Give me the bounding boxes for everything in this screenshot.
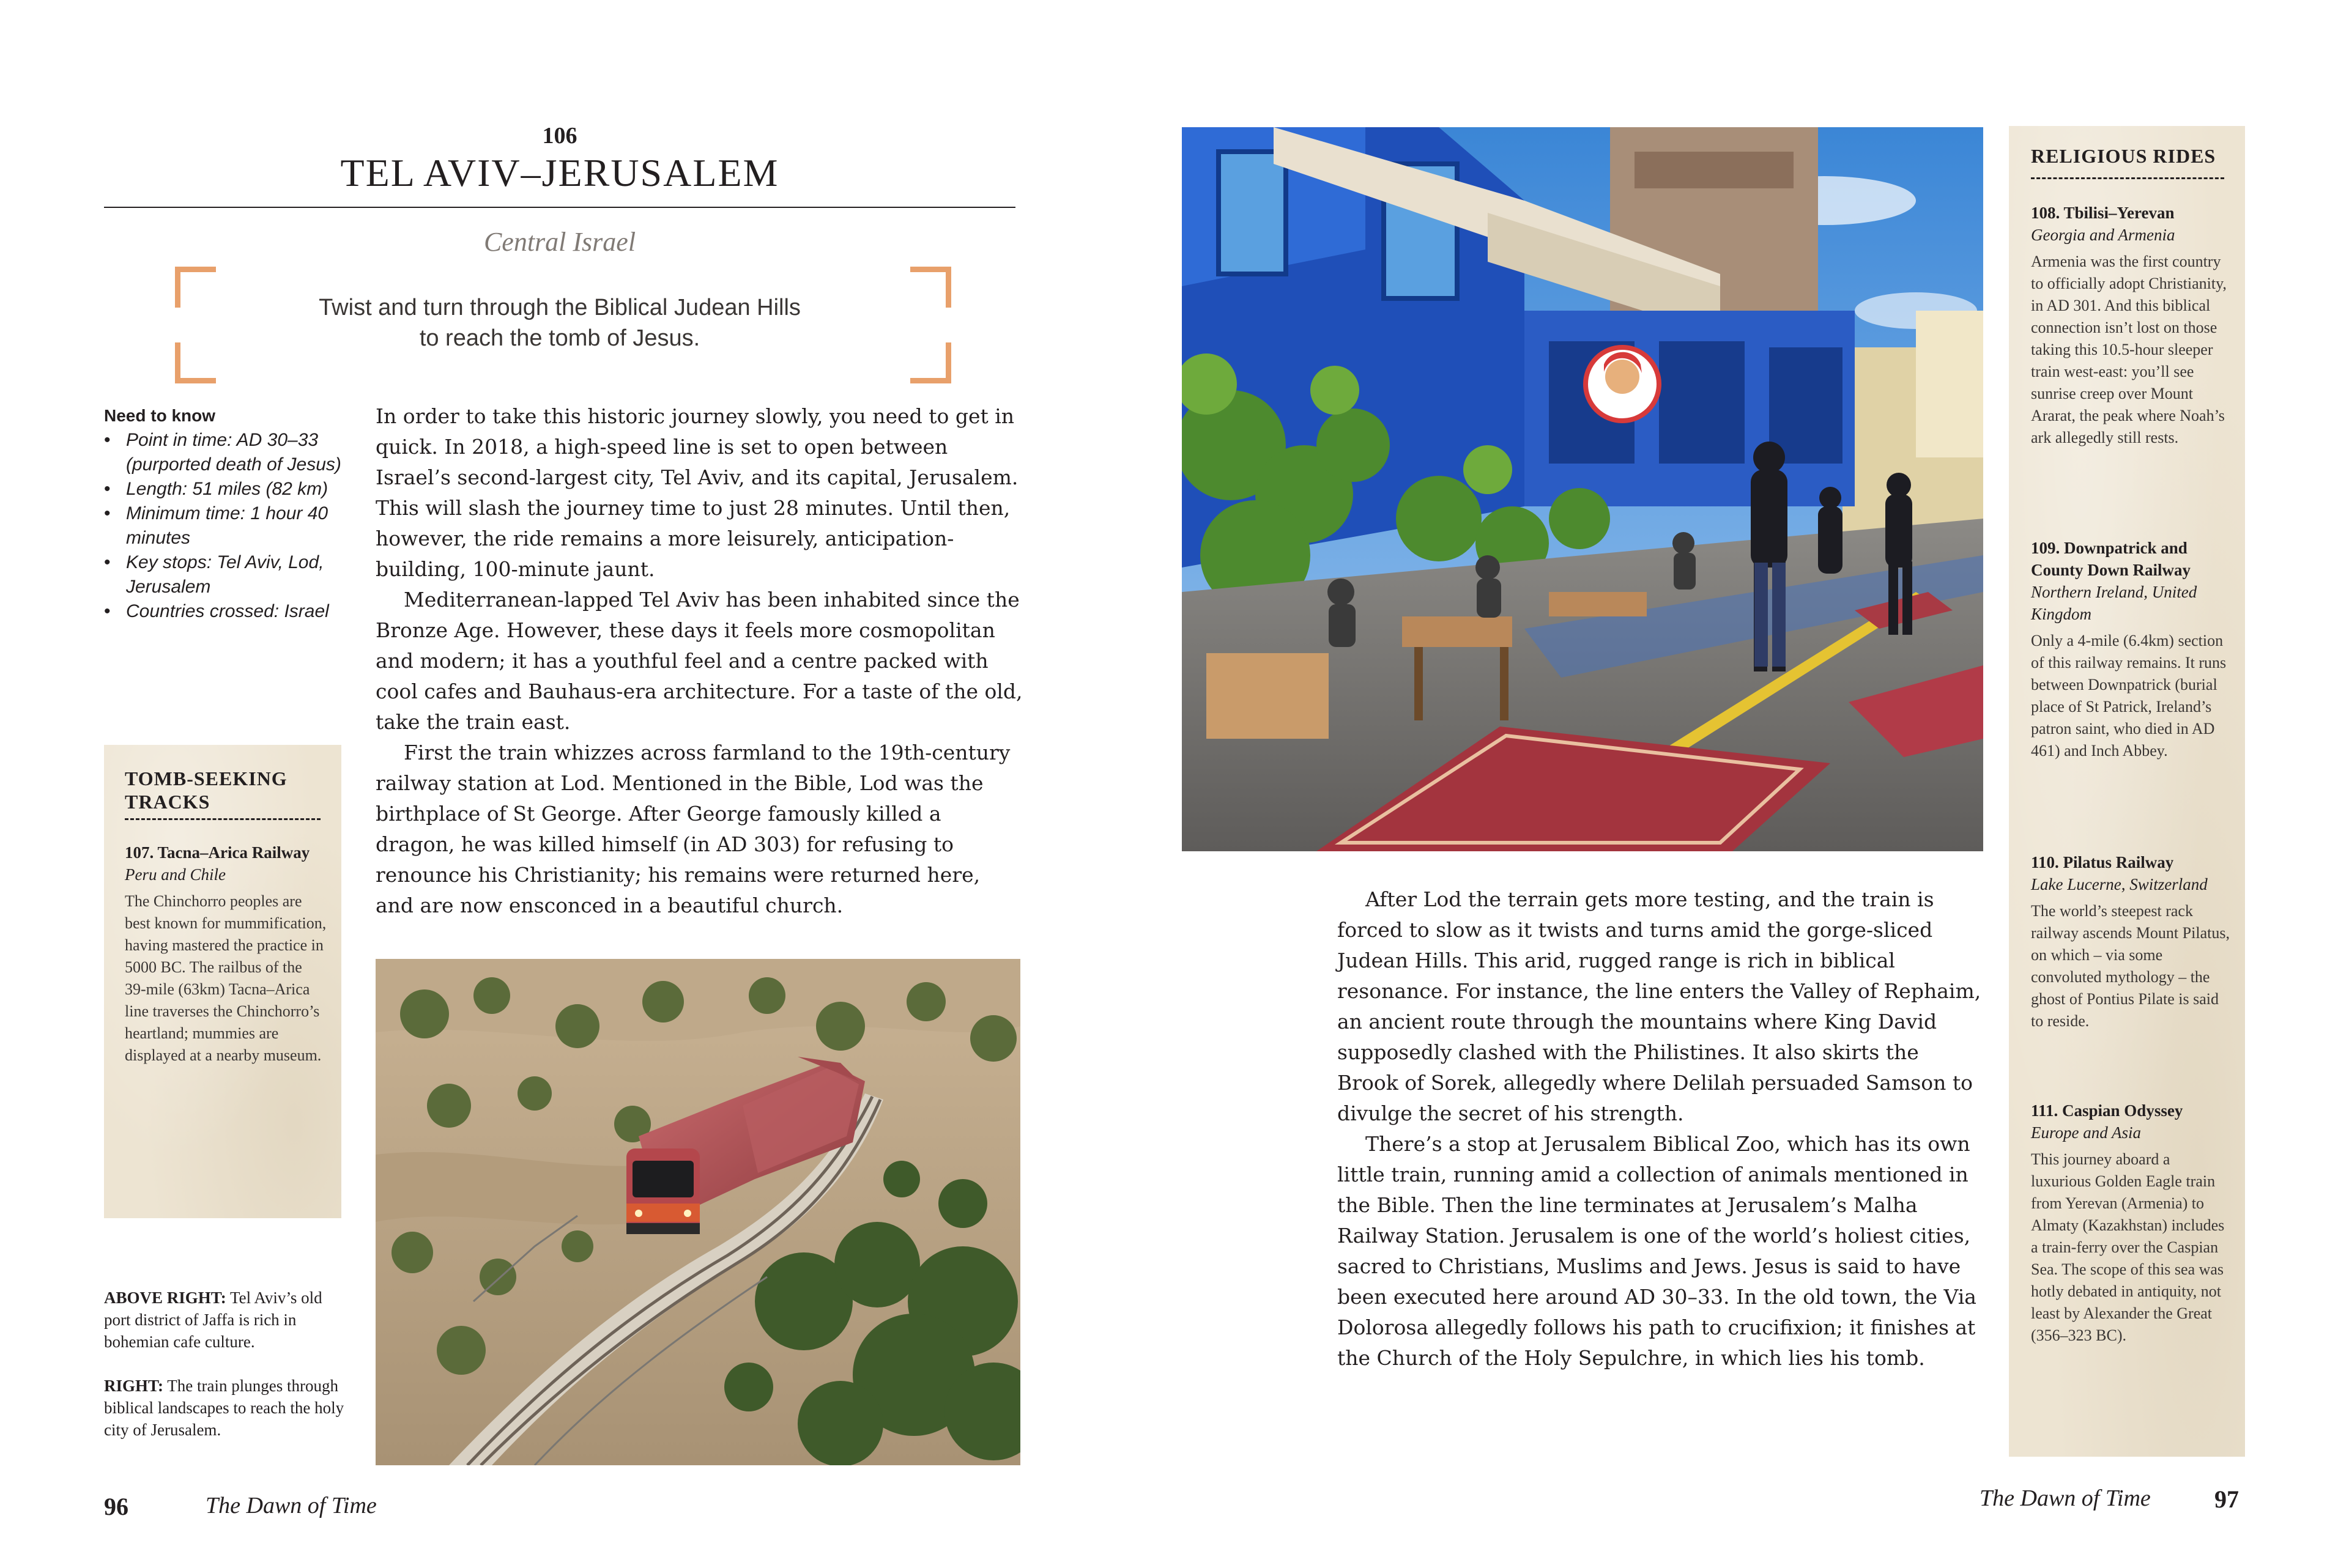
sidebar-entry-title: 109. Downpatrick and County Down Railway bbox=[2031, 539, 2191, 579]
need-to-know-list bbox=[104, 428, 349, 624]
title-rule bbox=[104, 207, 1015, 208]
sidebar-entry-location: Northern Ireland, United Kingdom bbox=[2031, 583, 2197, 623]
sidebar-entry-text: Armenia was the first country to officially adopt Christianity, in AD 301. And this biblical connection isn’t lost on those taking this 10.5-hour sleeper train west-east: you’ll see sunrise creep over Mount Ararat, the peak where Noah’s ark allegedly still rests. bbox=[2031, 253, 2227, 446]
sidebar-entry-text: The world’s steepest rack railway ascends Mount Pilatus, on which – via some convoluted mythology – the ghost of Pontius Pilate is said to reside. bbox=[2031, 902, 2230, 1030]
body-paragraph: There’s a stop at Jerusalem Biblical Zoo, which has its own little train, running amid a collection of animals mentioned in the Bible. Then the line terminates at Jerusalem’s Malha Railway Station. Jerusalem is one of the world’s holiest cities, sacred to Christians, Muslims and Jews. Jesus is said to have been executed here around AD 30–33. In the old town, the Via Dolorosa allegedly follows his path to crucifixion; it finishes at the Church of the Holy Sepulchre, in which lies his tomb. bbox=[1337, 1132, 1976, 1370]
sidebar-entry bbox=[2031, 1100, 2233, 1347]
body-paragraph: Mediterranean-lapped Tel Aviv has been inhabited since the Bronze Age. However, these days it feels more cosmopolitan and modern; it has a youthful feel and a centre packed with cool cafes and Bauhaus-era architecture. For a taste of the old, take the train east. bbox=[376, 588, 1023, 734]
quote-bracket-bottom-left bbox=[175, 342, 216, 383]
sidebar-entry-location: Europe and Asia bbox=[2031, 1123, 2141, 1142]
train-photo bbox=[376, 959, 1020, 1465]
caption-lead: RIGHT: bbox=[104, 1377, 164, 1395]
need-to-know-item: • Minimum time: 1 hour 40 minutes bbox=[104, 501, 349, 550]
sidebar-entry-title: 107. Tacna–Arica Railway bbox=[125, 843, 310, 862]
running-head-left: The Dawn of Time bbox=[206, 1493, 377, 1518]
body-column-right bbox=[1337, 884, 1986, 1374]
sidebar-heading: RELIGIOUS RIDES bbox=[2031, 145, 2216, 167]
photo-captions bbox=[104, 1287, 349, 1441]
need-to-know-heading: Need to know bbox=[104, 406, 216, 425]
sidebar-entry bbox=[2031, 537, 2233, 762]
sidebar-entry bbox=[2031, 202, 2233, 449]
caption-text: The train plunges through biblical landscapes to reach the holy city of Jerusalem. bbox=[104, 1377, 344, 1439]
quote-bracket-bottom-right bbox=[910, 342, 951, 383]
pull-quote-line-2: to reach the tomb of Jesus. bbox=[419, 325, 700, 351]
sidebar-entry-title: 108. Tbilisi–Yerevan bbox=[2031, 204, 2175, 222]
sidebar-divider bbox=[2031, 177, 2224, 179]
body-column-left bbox=[376, 401, 1024, 921]
body-paragraph: After Lod the terrain gets more testing, and the train is forced to slow as it twists and turns amid the gorge-sliced Judean Hills. This arid, rugged range is rich in biblical resonance. For instance, the line enters the Valley of Rephaim, an ancient route through the mountains where King David supposedly clashed with the Philistines. It also skirts the Brook of Sorek, allegedly where Delilah persuaded Samson to divulge the secret of his strength. bbox=[1337, 887, 1981, 1125]
quote-bracket-top-right bbox=[910, 267, 951, 308]
jaffa-street-photo bbox=[1182, 127, 1983, 851]
sidebar-entry-text: This journey aboard a luxurious Golden Eagle train from Yerevan (Armenia) to Almaty (Kazakhstan) includes a train-ferry over the Caspian Sea. The scope of this sea was hotly debated in antiquity, not least by Alexander the Great (356–323 BC). bbox=[2031, 1150, 2225, 1344]
train-photo-illustration bbox=[376, 959, 1020, 1465]
sidebar-entry-location: Georgia and Armenia bbox=[2031, 226, 2175, 244]
sidebar-entry-location: Lake Lucerne, Switzerland bbox=[2031, 875, 2208, 893]
pull-quote bbox=[257, 292, 863, 353]
quote-bracket-top-left bbox=[175, 267, 216, 308]
region-subtitle: Central Israel bbox=[483, 227, 636, 257]
sidebar-entry bbox=[125, 841, 327, 1067]
caption-right bbox=[104, 1375, 349, 1441]
need-to-know-item: • Countries crossed: Israel bbox=[104, 599, 349, 624]
need-to-know-item: • Point in time: AD 30–33 (purported death of Jesus) bbox=[104, 428, 349, 477]
pull-quote-line-1: Twist and turn through the Biblical Judean Hills bbox=[319, 295, 801, 320]
caption-above-right bbox=[104, 1287, 349, 1353]
page-number-right: 97 bbox=[2214, 1485, 2239, 1513]
sidebar-religious-rides bbox=[2009, 126, 2245, 1457]
jaffa-street-illustration bbox=[1182, 127, 1983, 851]
sidebar-divider bbox=[125, 818, 321, 820]
sidebar-entry-title: 110. Pilatus Railway bbox=[2031, 853, 2174, 871]
sidebar-entry-text: The Chinchorro peoples are best known for mummification, having mastered the practice in 5000 BC. The railbus of the 39-mile (63km) Tacna–Arica line traverses the Chinchorro’s heartland; mummies are displayed at a nearby museum. bbox=[125, 892, 327, 1064]
sidebar-entry-location: Peru and Chile bbox=[125, 865, 226, 884]
body-paragraph: First the train whizzes across farmland to the 19th-century railway station at Lod. Mentioned in the Bible, Lod was the birthplace of St George. After George famously killed a dragon, he was killed himself (in AD 303) for refusing to renounce his Christianity; his remains were returned here, and are now ensconced in a beautiful church. bbox=[376, 741, 1011, 917]
caption-text: Tel Aviv’s old port district of Jaffa is rich in bohemian cafe culture. bbox=[104, 1289, 322, 1351]
sidebar-entry bbox=[2031, 851, 2233, 1032]
caption-lead: ABOVE RIGHT: bbox=[104, 1289, 226, 1307]
page-number-left: 96 bbox=[104, 1493, 128, 1520]
route-number: 106 bbox=[542, 123, 577, 149]
sidebar-entry-title: 111. Caspian Odyssey bbox=[2031, 1101, 2183, 1120]
body-paragraph: In order to take this historic journey slowly, you need to get in quick. In 2018, a high-speed line is set to open between Israel’s second-largest city, Tel Aviv, and its capital, Jerusalem. This will slash the journey time to just 28 minutes. Until then, however, the ride remains a more leisurely, anticipation-building, 100-minute jaunt. bbox=[376, 404, 1019, 581]
sidebar-entry-text: Only a 4-mile (6.4km) section of this railway remains. It runs between Downpatrick (burial place of St Patrick, Ireland’s patron saint, who died in AD 461) and Inch Abbey. bbox=[2031, 632, 2227, 760]
need-to-know-item: • Key stops: Tel Aviv, Lod, Jerusalem bbox=[104, 550, 349, 599]
sidebar-heading: TOMB-SEEKING TRACKS bbox=[125, 767, 288, 813]
route-title: TEL AVIV–JERUSALEM bbox=[340, 151, 779, 194]
need-to-know-item: • Length: 51 miles (82 km) bbox=[104, 477, 349, 501]
need-to-know bbox=[104, 404, 349, 624]
sidebar-tomb-seeking-tracks bbox=[104, 745, 341, 1218]
running-head-right: The Dawn of Time bbox=[1980, 1485, 2151, 1511]
